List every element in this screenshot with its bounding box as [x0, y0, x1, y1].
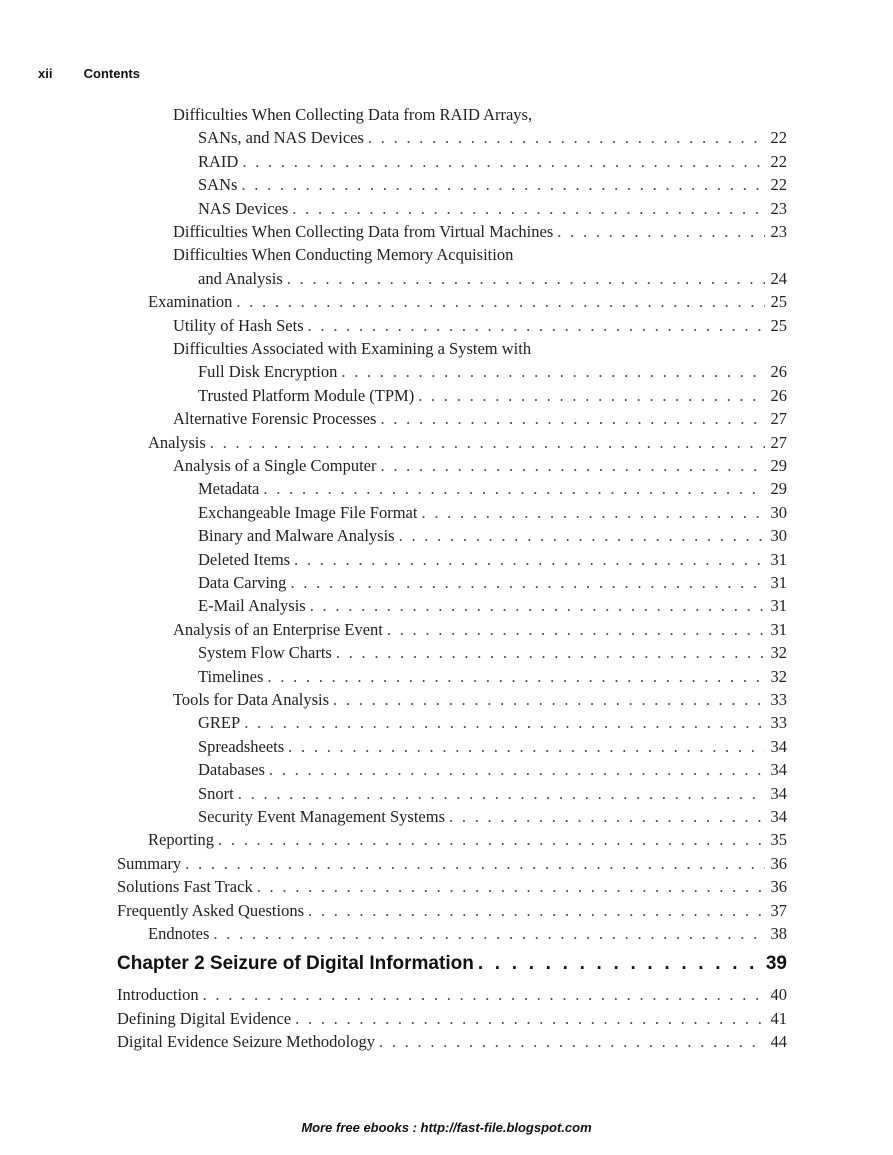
toc-page-number: 31	[770, 549, 787, 569]
toc-entry-title: Trusted Platform Module (TPM)	[198, 385, 415, 405]
toc-entry-row	[198, 571, 787, 595]
toc-entry	[0, 431, 893, 455]
toc-page-number: 30	[770, 502, 787, 522]
toc-entry-title: NAS Devices	[198, 198, 289, 218]
toc-entry	[0, 618, 893, 642]
toc-entry-row	[148, 431, 787, 455]
toc-entry	[0, 735, 893, 759]
toc-entry-row	[198, 173, 787, 197]
toc-entry-row	[148, 828, 787, 852]
toc-leader-dots	[257, 875, 765, 899]
toc-entry-row	[198, 524, 787, 548]
toc-leader-dots	[399, 524, 765, 548]
toc-page-number: 30	[770, 526, 787, 546]
toc-entry	[0, 384, 893, 408]
toc-leader-dots	[308, 899, 765, 923]
toc-entry-title: Full Disk Encryption	[198, 362, 338, 382]
toc-entry	[0, 173, 893, 197]
toc-entry-row	[117, 1007, 787, 1031]
toc-entry	[0, 477, 893, 501]
toc-page-number: 29	[770, 479, 787, 499]
running-head	[38, 66, 140, 81]
toc-entry-row	[173, 243, 513, 267]
toc-leader-dots	[387, 618, 765, 642]
toc-entry	[0, 711, 893, 735]
toc-entry-row	[173, 103, 532, 127]
toc-leader-dots	[218, 828, 765, 852]
toc-entry-row	[198, 360, 787, 384]
toc-entry	[0, 290, 893, 314]
toc-entry-title: Digital Evidence Seizure Methodology	[117, 1032, 375, 1052]
toc-entry-row	[198, 735, 787, 759]
toc-leader-dots	[418, 384, 765, 408]
footer-link-text: More free ebooks : http://fast-file.blogspot.com	[301, 1120, 592, 1135]
toc-page-number: 41	[770, 1008, 787, 1028]
toc-page-number: 31	[770, 596, 787, 616]
toc-entry	[0, 1007, 893, 1031]
toc-leader-dots	[210, 431, 765, 455]
toc-entry-title: Endnotes	[148, 924, 210, 943]
toc-leader-dots	[368, 126, 765, 150]
toc-chapter-entry	[0, 950, 893, 978]
toc-page-number: 34	[770, 807, 787, 826]
toc-entry	[0, 852, 893, 876]
toc-leader-dots	[449, 805, 765, 829]
toc-leader-dots	[336, 641, 765, 665]
toc-page-number: 34	[770, 760, 787, 780]
toc-leader-dots	[185, 852, 765, 876]
toc-entry	[0, 150, 893, 174]
toc-entry-row	[198, 805, 787, 829]
toc-entry-row	[198, 267, 787, 291]
toc-page-number: 37	[770, 900, 787, 920]
toc-entry	[0, 782, 893, 806]
toc-page-number: 39	[765, 953, 787, 975]
toc-leader-dots	[380, 454, 765, 478]
toc-leader-dots	[341, 360, 765, 384]
toc-entry-row	[173, 407, 787, 431]
toc-entry-row	[117, 950, 787, 978]
toc-entry	[0, 454, 893, 478]
toc-entry-row	[117, 852, 787, 876]
toc-page-number: 36	[770, 877, 787, 897]
toc-entry-title: Analysis of an Enterprise Event	[173, 619, 383, 639]
toc-entry-title: Examination	[148, 292, 233, 312]
toc-entry	[0, 360, 893, 384]
toc-page-number: 22	[770, 151, 787, 171]
toc-entry-row	[198, 126, 787, 150]
toc-leader-dots	[292, 197, 765, 221]
toc-entry-row	[198, 501, 787, 525]
toc-entry	[0, 548, 893, 572]
toc-page-number: 34	[770, 736, 787, 756]
toc-leader-dots	[269, 758, 765, 782]
toc-entry-row	[148, 290, 787, 314]
toc-entry	[0, 314, 893, 338]
toc-entry	[0, 407, 893, 431]
toc-entry-row	[198, 150, 787, 174]
toc-entry-title: Data Carving	[198, 573, 287, 592]
toc-page-number: 25	[770, 292, 787, 312]
toc-page-number: 23	[770, 222, 787, 241]
toc-leader-dots	[294, 548, 765, 572]
toc-page-number: 24	[770, 268, 787, 288]
toc-page-number: 22	[770, 128, 787, 148]
toc-leader-dots	[244, 711, 765, 735]
toc-page-number: 26	[770, 362, 787, 382]
toc-entry-row	[117, 983, 787, 1007]
toc-entry-row	[173, 220, 787, 244]
toc-entry-row	[198, 782, 787, 806]
toc-entry	[0, 1030, 893, 1054]
toc-leader-dots	[380, 407, 765, 431]
toc-entry-title: Defining Digital Evidence	[117, 1008, 292, 1028]
toc-leader-dots	[263, 477, 765, 501]
toc-leader-dots	[478, 950, 762, 978]
toc-entry	[0, 571, 893, 595]
toc-leader-dots	[557, 220, 765, 244]
toc-entry-title: Difficulties When Collecting Data from RAID Arrays,	[173, 105, 533, 124]
toc-page-number: 32	[770, 666, 787, 686]
toc-leader-dots	[203, 983, 765, 1007]
toc-entry-row	[198, 641, 787, 665]
toc-page-number: 33	[770, 713, 787, 733]
toc-entry-title: Summary	[117, 853, 182, 873]
toc-page-number: 31	[770, 619, 787, 639]
toc-entry	[0, 197, 893, 221]
toc-entry-title: Chapter 2 Seizure of Digital Information	[117, 953, 474, 975]
toc-entry-row	[173, 314, 787, 338]
toc-entry-title: Difficulties When Collecting Data from Virtual Machines	[173, 222, 554, 241]
toc-entry-row	[117, 875, 787, 899]
toc-entry-row	[198, 665, 787, 689]
toc-leader-dots	[379, 1030, 765, 1054]
toc-leader-dots	[267, 665, 765, 689]
toc-entry-title: Introduction	[117, 985, 199, 1005]
toc-page-number: 27	[770, 432, 787, 452]
toc-entry-title: SANs, and NAS Devices	[198, 128, 364, 148]
toc-entry-row	[173, 618, 787, 642]
toc-page-number: 22	[770, 175, 787, 195]
toc-page-number: 40	[770, 985, 787, 1005]
toc-entry-title: RAID	[198, 151, 239, 171]
toc-leader-dots	[241, 173, 765, 197]
toc-entry-title: Snort	[198, 783, 234, 803]
toc-leader-dots	[242, 150, 765, 174]
toc-entry-title: Reporting	[148, 830, 214, 850]
toc-leader-dots	[333, 688, 765, 712]
toc-entry	[0, 641, 893, 665]
toc-entry-title: Spreadsheets	[198, 736, 285, 756]
toc-entry-title: Frequently Asked Questions	[117, 900, 304, 920]
toc-entry-title: Difficulties Associated with Examining a System with	[173, 339, 532, 358]
toc-page-number: 38	[770, 924, 787, 943]
toc-entry-title: Alternative Forensic Processes	[173, 409, 377, 429]
toc-entry-title: Utility of Hash Sets	[173, 315, 304, 335]
toc-entry-title: Databases	[198, 760, 265, 780]
toc-entry-title: Exchangeable Image File Format	[198, 502, 418, 522]
toc-entry	[0, 594, 893, 618]
toc-entry-title: Binary and Malware Analysis	[198, 526, 395, 546]
toc-page-number: 32	[770, 643, 787, 663]
toc-entry	[0, 758, 893, 782]
toc-entry	[0, 922, 893, 946]
toc-entry	[0, 899, 893, 923]
toc-entry-title: Solutions Fast Track	[117, 877, 253, 897]
page-number: xii	[38, 66, 53, 81]
toc-leader-dots	[287, 267, 765, 291]
toc-leader-dots	[288, 735, 765, 759]
toc-page-number: 44	[770, 1032, 787, 1052]
toc-entry-row	[173, 337, 531, 361]
toc-entry-row	[173, 454, 787, 478]
toc-entry-row	[198, 477, 787, 501]
toc-entry-title: SANs	[198, 175, 238, 195]
toc-page-number: 27	[770, 409, 787, 429]
toc-page-number: 29	[770, 456, 787, 475]
toc-entry	[0, 126, 893, 150]
toc-page-number: 36	[770, 853, 787, 873]
toc-entry	[0, 805, 893, 829]
toc-leader-dots	[421, 501, 765, 525]
toc-entry-row	[198, 548, 787, 572]
toc-entry	[0, 220, 893, 244]
toc-entry-title: and Analysis	[198, 268, 283, 288]
toc-leader-dots	[308, 314, 765, 338]
toc-entry-title: E-Mail Analysis	[198, 596, 306, 616]
toc-entry	[0, 501, 893, 525]
toc-leader-dots	[290, 571, 765, 595]
toc-page-number: 25	[770, 315, 787, 335]
toc-entry-row	[148, 922, 787, 946]
toc-entry	[0, 828, 893, 852]
toc-entry-title: Deleted Items	[198, 549, 291, 569]
toc-entry-title: GREP	[198, 713, 241, 733]
toc-entry-row	[198, 384, 787, 408]
toc-entry	[0, 665, 893, 689]
toc-entry-row	[198, 197, 787, 221]
toc-page-number: 34	[770, 783, 787, 803]
toc-entry	[0, 875, 893, 899]
toc-entry	[0, 524, 893, 548]
toc-entry-row	[117, 1030, 787, 1054]
toc-entry-title: Tools for Data Analysis	[173, 690, 330, 709]
toc-entry	[0, 243, 893, 267]
toc-entry	[0, 688, 893, 712]
toc-leader-dots	[310, 594, 765, 618]
toc-page-number: 23	[770, 198, 787, 218]
toc-entry	[0, 337, 893, 361]
toc-page-number: 26	[770, 385, 787, 405]
toc-entry-row	[198, 594, 787, 618]
toc-entry-title: Timelines	[198, 666, 264, 686]
toc-entry-title: Analysis of a Single Computer	[173, 456, 377, 475]
toc-page-number: 35	[770, 830, 787, 850]
toc-entry	[0, 103, 893, 127]
toc-entry-title: Analysis	[148, 432, 206, 452]
toc-entry-title: Metadata	[198, 479, 260, 499]
toc-leader-dots	[295, 1007, 765, 1031]
toc-leader-dots	[238, 782, 765, 806]
toc-entry-row	[173, 688, 787, 712]
toc-entry-row	[198, 711, 787, 735]
toc-entry-title: Security Event Management Systems	[198, 807, 445, 826]
toc-entry	[0, 983, 893, 1007]
toc-entry-title: System Flow Charts	[198, 643, 332, 663]
toc-entry	[0, 267, 893, 291]
toc-entry-title: Difficulties When Conducting Memory Acquisition	[173, 245, 514, 265]
toc-leader-dots	[213, 922, 765, 946]
running-head-title: Contents	[83, 66, 140, 81]
toc-leader-dots	[236, 290, 765, 314]
toc-page-number: 31	[770, 573, 787, 592]
toc-page-number: 33	[770, 690, 787, 709]
toc-entry-row	[117, 899, 787, 923]
toc-entry-row	[198, 758, 787, 782]
